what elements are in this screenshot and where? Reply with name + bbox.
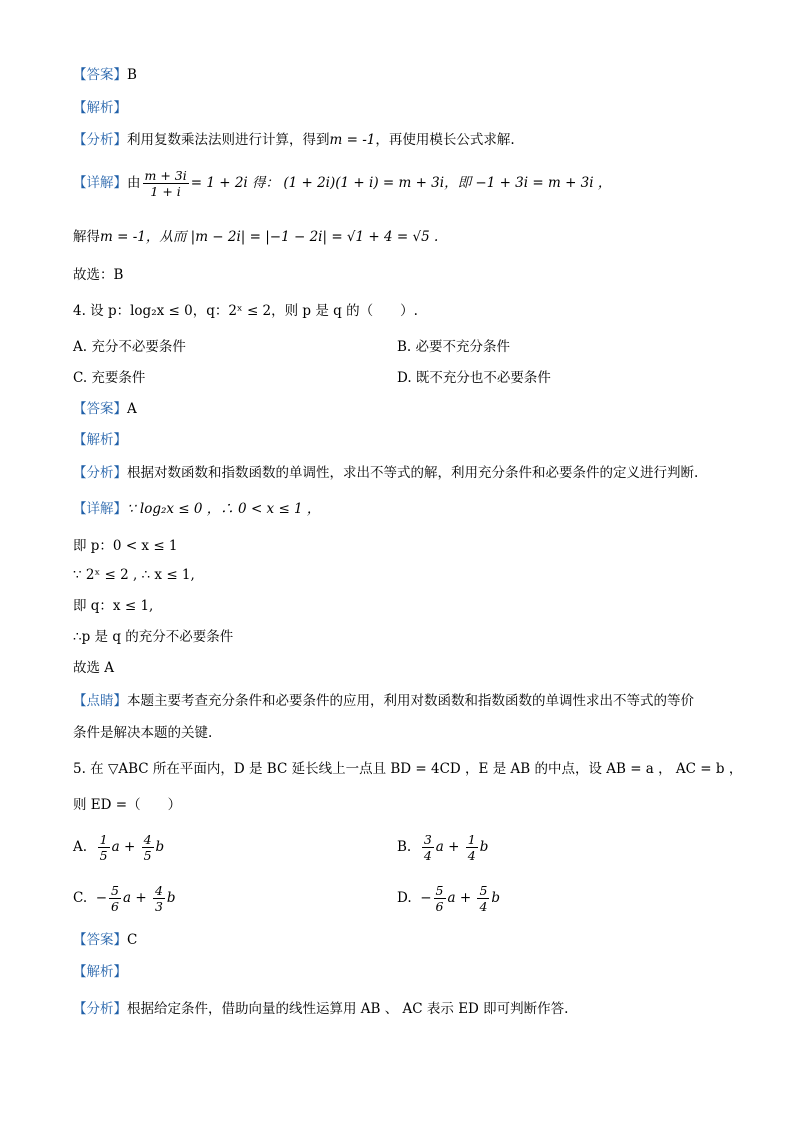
numerator: 1 — [99, 832, 108, 847]
fraction — [143, 168, 189, 199]
step-line: 即 q：x ≤ 1, — [73, 598, 154, 614]
denominator: 4 — [423, 848, 432, 863]
sign: − — [95, 890, 108, 906]
fenxi-tag: 【分析】 — [73, 132, 127, 148]
numerator: 5 — [479, 883, 488, 898]
option-label: A. — [73, 839, 88, 855]
answer-line-q3 — [73, 66, 137, 84]
xiangjie-line-q3 — [73, 166, 611, 200]
fraction — [466, 832, 478, 863]
denominator: 4 — [479, 899, 488, 914]
choose-line-q4: 故选 A — [73, 660, 115, 676]
answer-value: B — [127, 67, 137, 83]
step-line: ∵ 2ˣ ≤ 2 , ∴ x ≤ 1, — [73, 567, 195, 583]
choose-line-q3: 故选：B — [73, 267, 124, 283]
xiangjie-line-q4 — [73, 500, 320, 518]
answer-line-q5 — [73, 931, 137, 949]
math-expr: ，即 −1 + 3i = m + 3i ， — [444, 175, 612, 191]
fraction — [142, 832, 154, 863]
text: 由 — [127, 175, 141, 191]
dianjing-line — [73, 692, 694, 710]
solve-line-q3 — [73, 228, 438, 246]
q5-option-c: C. − $\frac{5}{6}$ a + $\frac{4}{3}$ b — [73, 883, 176, 914]
fraction — [434, 883, 446, 914]
fenxi-line-q4 — [73, 464, 698, 482]
fenxi-tag: 【分析】 — [73, 1001, 127, 1017]
jiexi-tag: 【解析】 — [73, 964, 127, 980]
text: 解得 — [73, 229, 100, 245]
fenxi-tag: 【分析】 — [73, 465, 127, 481]
operator: + — [459, 890, 472, 906]
numerator: 4 — [143, 832, 152, 847]
answer-tag: 【答案】 — [73, 67, 127, 83]
q5-option-b: B. $\frac{3}{4}$ a + $\frac{1}{4}$ b — [397, 832, 489, 863]
question-5-stem: 5. 在 ▽ABC 所在平面内，D 是 BC 延长线上一点且 BD = 4CD ，E 是 AB 的中点，设 AB = a ， AC = b ， — [73, 761, 743, 777]
step-line: 即 p：0 < x ≤ 1 — [73, 538, 178, 554]
xiangjie-tag: 【详解】 — [73, 501, 127, 517]
fenxi-text: 利用复数乘法法则进行计算，得到 — [127, 132, 330, 148]
answer-line-q4 — [73, 400, 137, 418]
math-expr: m = -1 — [100, 229, 146, 245]
q4-option-c: C. 充要条件 — [73, 370, 146, 386]
operator: + — [448, 839, 460, 855]
fenxi-line-q5 — [73, 1000, 568, 1018]
option-label: D. — [397, 890, 412, 906]
denominator: 6 — [111, 899, 119, 914]
denominator: 1 + i — [150, 184, 181, 199]
jiexi-tag: 【解析】 — [73, 100, 127, 116]
fenxi-text: ，再使用模长公式求解. — [375, 132, 515, 148]
q5-option-a: A. $\frac{1}{5}$ a + $\frac{4}{5}$ b — [73, 832, 165, 863]
dianjing-tag: 【点睛】 — [73, 693, 127, 709]
dianjing-line-2: 条件是解决本题的关键. — [73, 725, 213, 741]
numerator: 5 — [111, 883, 119, 898]
option-label: B. — [397, 839, 412, 855]
fenxi-line-q3 — [73, 131, 515, 149]
operator: + — [123, 839, 136, 855]
numerator: 3 — [423, 832, 432, 847]
numerator: m + 3i — [144, 168, 187, 183]
denominator: 6 — [435, 899, 444, 914]
question-5-stem-2: 则 ED =（ ） — [73, 797, 182, 813]
q5-option-d: D. − $\frac{5}{6}$ a + $\frac{5}{4}$ b — [397, 883, 501, 914]
answer-tag: 【答案】 — [73, 401, 127, 417]
xiangjie-tag: 【详解】 — [73, 175, 127, 191]
fraction — [153, 883, 165, 914]
jiexi-tag: 【解析】 — [73, 432, 127, 448]
sign: − — [420, 890, 432, 906]
math-expr: ，从而 |m − 2i| = |−1 − 2i| = √1 + 4 = √5 . — [145, 229, 439, 245]
fraction — [109, 883, 121, 914]
numerator: 5 — [435, 883, 444, 898]
denominator: 5 — [143, 848, 152, 863]
fenxi-text: 根据对数函数和指数函数的单调性，求出不等式的解，利用充分条件和必要条件的定义进行判断. — [127, 465, 699, 481]
step-line: ∴p 是 q 的充分不必要条件 — [73, 629, 234, 645]
numerator: 1 — [467, 832, 476, 847]
fraction — [98, 832, 110, 863]
fenxi-text: 根据给定条件，借助向量的线性运算用 AB 、 AC 表示 ED 即可判断作答. — [127, 1001, 569, 1017]
numerator: 4 — [154, 883, 163, 898]
q4-option-b: B. 必要不充分条件 — [397, 339, 511, 355]
fraction — [422, 832, 434, 863]
math-expr: (1 + 2i)(1 + i) = m + 3i — [283, 175, 445, 191]
denominator: 3 — [154, 899, 163, 914]
math-expr: ∵ log₂x ≤ 0 ，∴ 0 < x ≤ 1 ， — [127, 501, 321, 517]
math-expr: = 1 + 2i 得： — [190, 175, 280, 191]
q4-option-d: D. 既不充分也不必要条件 — [397, 370, 551, 386]
operator: + — [135, 890, 147, 906]
option-label: C. — [73, 890, 88, 906]
denominator: 4 — [467, 848, 476, 863]
math-expr: m = -1 — [329, 132, 376, 148]
denominator: 5 — [99, 848, 108, 863]
fraction — [477, 883, 489, 914]
q4-option-a: A. 充分不必要条件 — [73, 339, 186, 355]
answer-value: A — [127, 401, 137, 417]
answer-value: C — [127, 932, 138, 948]
dianjing-text: 本题主要考查充分条件和必要条件的应用，利用对数函数和指数函数的单调性求出不等式的等价 — [127, 693, 694, 709]
question-4-stem: 4. 设 p：log₂x ≤ 0，q：2ˣ ≤ 2，则 p 是 q 的（ ）. — [73, 303, 418, 319]
answer-tag: 【答案】 — [73, 932, 127, 948]
